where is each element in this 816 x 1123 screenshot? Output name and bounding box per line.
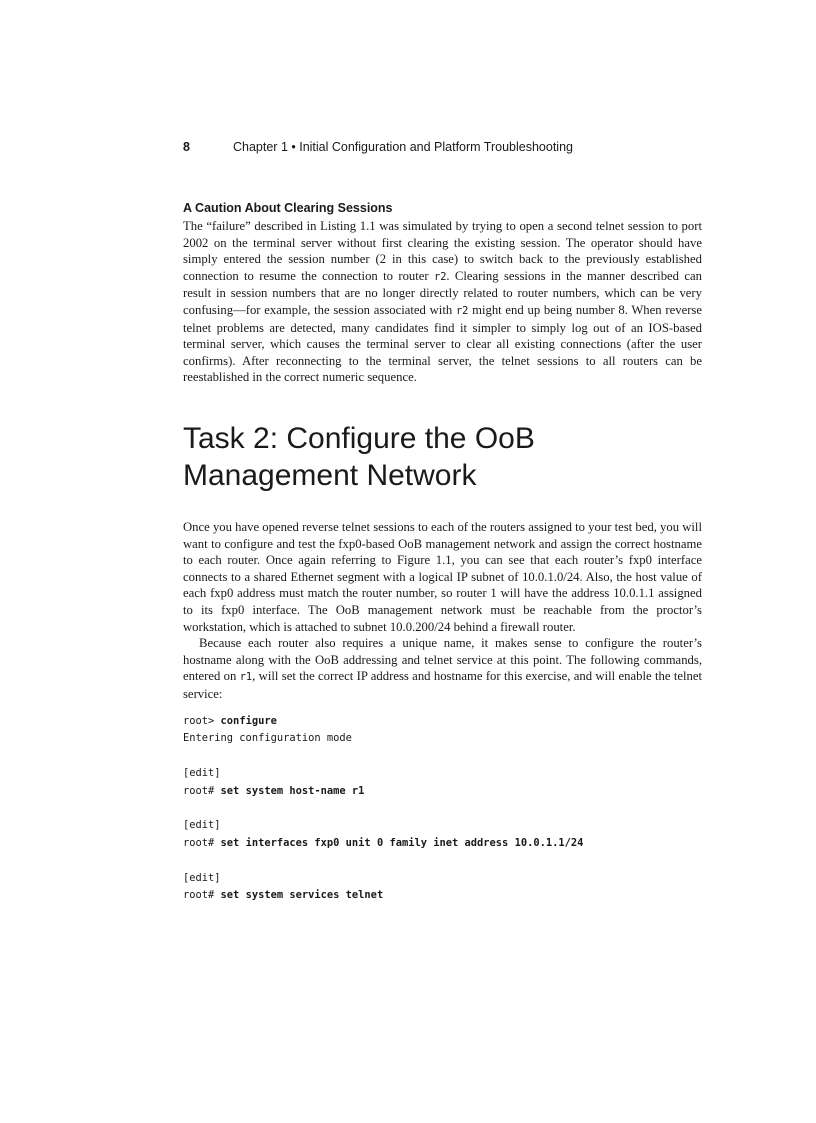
task-text-run: Because each router also requires a unique name, it makes sense to configure the router’s hostname along with the OoB addressing and telnet service at this point. The following commands, entered on <box>183 636 702 684</box>
code-line <box>183 730 702 747</box>
code-line <box>183 817 702 834</box>
task-text-run: , will set the correct IP address and hostname for this exercise, and will enable the telnet service: <box>183 669 702 701</box>
code-command: set system services telnet <box>220 888 384 901</box>
task-inline-code: r1 <box>239 671 253 684</box>
caution-inline-code: r2 <box>455 304 469 317</box>
page-number: 8 <box>183 140 190 154</box>
caution-paragraph-text <box>183 218 702 386</box>
code-prompt: Entering configuration mode <box>183 732 352 745</box>
chapter-title: Chapter 1 • Initial Configuration and Platform Troubleshooting <box>233 140 573 154</box>
caution-text-run: The “failure” described in Listing 1.1 was simulated by trying to open a second telnet session to port 2002 on the terminal server without first clearing the existing session. The operator should have simply entered the session number (2 in this case) to switch back to the previously established connection to resume the connection to router <box>183 219 702 283</box>
code-line <box>183 870 702 887</box>
code-line <box>183 713 702 730</box>
code-command: set interfaces fxp0 unit 0 family inet address 10.0.1.1/24 <box>220 836 584 849</box>
code-line <box>183 887 702 904</box>
task-paragraph-1: Once you have opened reverse telnet sessions to each of the routers assigned to your test bed, you will want to configure and test the fxp0-based OoB management network and assign the correct hostname to each router. Once again referring to Figure 1.1, you can see that each router’s fxp0 interface connects to a shared Ethernet segment with a logical IP subnet of 10.0.1.0/24. Also, the host value of each fxp0 address must match the router number, so router 1 will have the address 10.0.1.1 assigned to its fxp0 interface. The OoB management network must be reachable from the proctor’s workstation, which is attached to subnet 10.0.200/24 behind a firewall router. <box>183 520 702 634</box>
caution-inline-code: r2 <box>434 270 447 283</box>
code-line <box>183 852 702 869</box>
code-prompt: root> <box>183 715 221 727</box>
task-paragraph-2 <box>183 635 702 702</box>
code-prompt: [edit] <box>183 871 221 884</box>
code-line <box>183 783 702 800</box>
code-line <box>183 765 702 782</box>
caution-heading: A Caution About Clearing Sessions <box>183 201 393 215</box>
task-heading: Task 2: Configure the OoB Management Network <box>183 422 535 492</box>
code-line <box>183 800 702 817</box>
code-prompt: [edit] <box>183 819 221 832</box>
caution-text-run: might end up being number 8. When reverse telnet problems are detected, many candidates find it simpler to simply log out of an IOS-based terminal server, which causes the terminal server to clear all existing connections (after the user confirms). After reconnecting to the terminal server, the telnet sessions to all routers can be reestablished in the correct numeric sequence. <box>183 302 702 385</box>
code-command: configure <box>220 715 277 727</box>
caution-text-run: . Clearing sessions in the manner described can result in session numbers that are no longer directly related to router numbers, which can be very confusing—for example, the session associated with <box>183 268 702 317</box>
code-line <box>183 748 702 765</box>
code-prompt: root# <box>183 836 221 849</box>
code-prompt: [edit] <box>183 767 221 780</box>
task-body <box>183 519 702 703</box>
running-head <box>183 140 703 154</box>
caution-paragraph <box>183 218 702 386</box>
code-prompt: root# <box>183 784 221 797</box>
code-prompt: root# <box>183 888 221 901</box>
code-line <box>183 835 702 852</box>
code-command: set system host-name r1 <box>220 784 365 797</box>
code-listing <box>183 713 702 904</box>
